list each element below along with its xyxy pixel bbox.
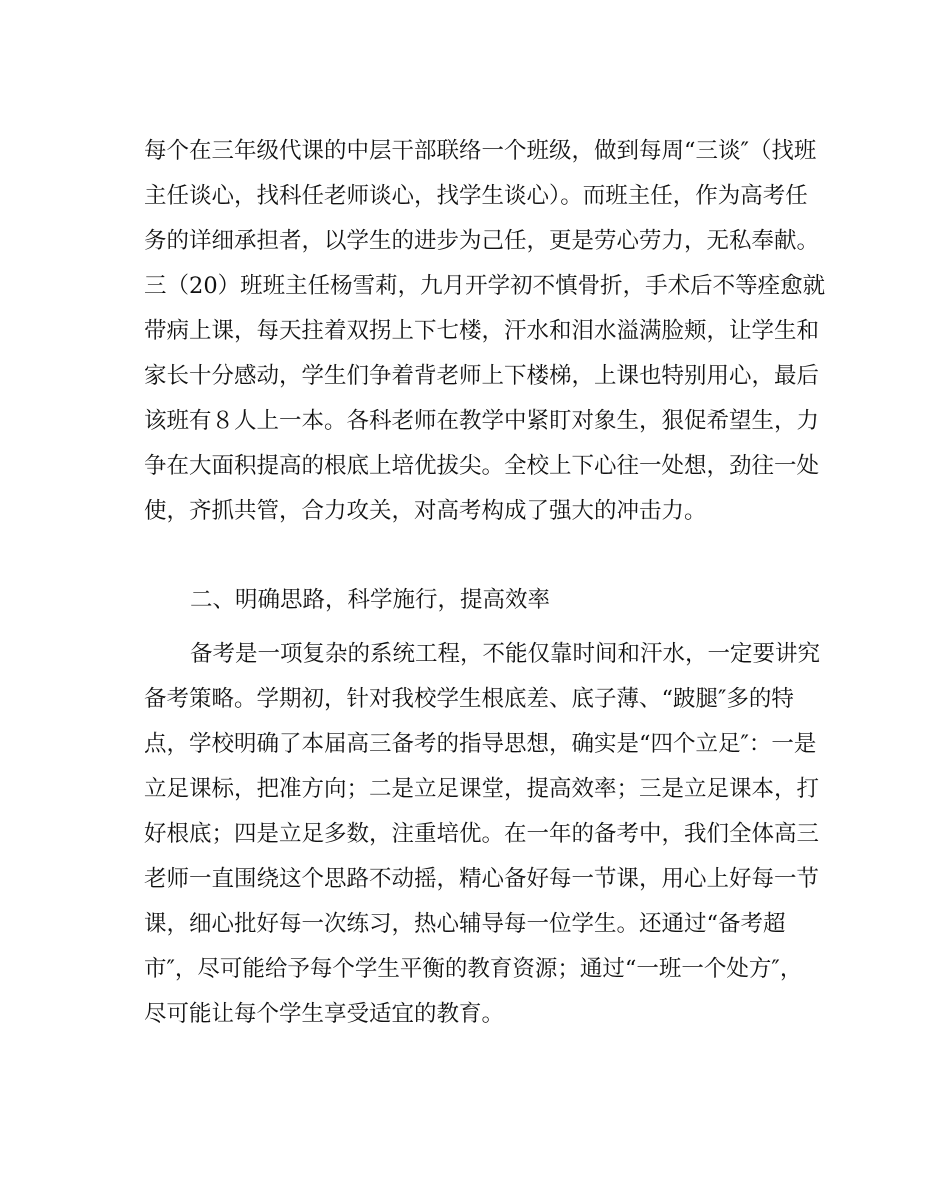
- paragraph-2-line-2: 备考策略。学期初，针对我校学生根底差、底子薄、“跛腿″多的特: [144, 686, 794, 712]
- paragraph-1-line-3: 务的详细承担者，以学生的进步为己任，更是劳心劳力，无私奉献。: [144, 228, 820, 254]
- paragraph-2-line-1: 备考是一项复杂的系统工程，不能仅靠时间和汗水，一定要讲究: [190, 641, 821, 667]
- paragraph-2-line-6: 老师一直围绕这个思路不动摇，精心备好每一节课，用心上好每一节: [144, 866, 820, 892]
- paragraph-1-line-5: 带病上课，每天拄着双拐上下七楼，汗水和泪水溢满脸颊，让学生和: [144, 318, 820, 344]
- paragraph-2-line-9: 尽可能让每个学生享受适宜的教育。: [144, 1001, 505, 1027]
- paragraph-1-line-1: 每个在三年级代课的中层干部联络一个班级，做到每周“三谈″（找班: [144, 138, 817, 164]
- paragraph-1-line-4: 三（20）班班主任杨雪莉，九月开学初不慎骨折，手术后不等痊愈就: [144, 273, 826, 299]
- paragraph-2-line-8: 市″，尽可能给予每个学生平衡的教育资源；通过“一班一个处方″，: [144, 956, 803, 982]
- paragraph-1-line-9: 使，齐抓共管，合力攻关，对高考构成了强大的冲击力。: [144, 498, 707, 524]
- section-heading: 二、明确思路，科学施行，提高效率: [190, 587, 551, 613]
- paragraph-1-line-8: 争在大面积提高的根底上培优拔尖。全校上下心往一处想，劲往一处: [144, 453, 820, 479]
- paragraph-2-line-7: 课，细心批好每一次练习，热心辅导每一位学生。还通过“备考超: [144, 911, 786, 937]
- paragraph-2-line-4: 立足课标，把准方向；二是立足课堂，提高效率；三是立足课本，打: [144, 776, 820, 802]
- paragraph-1-line-7: 该班有８人上一本。各科老师在教学中紧盯对象生，狠促希望生，力: [144, 408, 820, 434]
- paragraph-1-line-2: 主任谈心，找科任老师谈心，找学生谈心）。而班主任，作为高考任: [144, 183, 808, 209]
- paragraph-2-line-5: 好根底；四是立足多数，注重培优。在一年的备考中，我们全体高三: [144, 821, 820, 847]
- paragraph-2-line-3: 点，学校明确了本届高三备考的指导思想，确实是“四个立足″：一是: [144, 731, 817, 757]
- paragraph-1-line-6: 家长十分感动，学生们争着背老师上下楼梯，上课也特别用心，最后: [144, 363, 820, 389]
